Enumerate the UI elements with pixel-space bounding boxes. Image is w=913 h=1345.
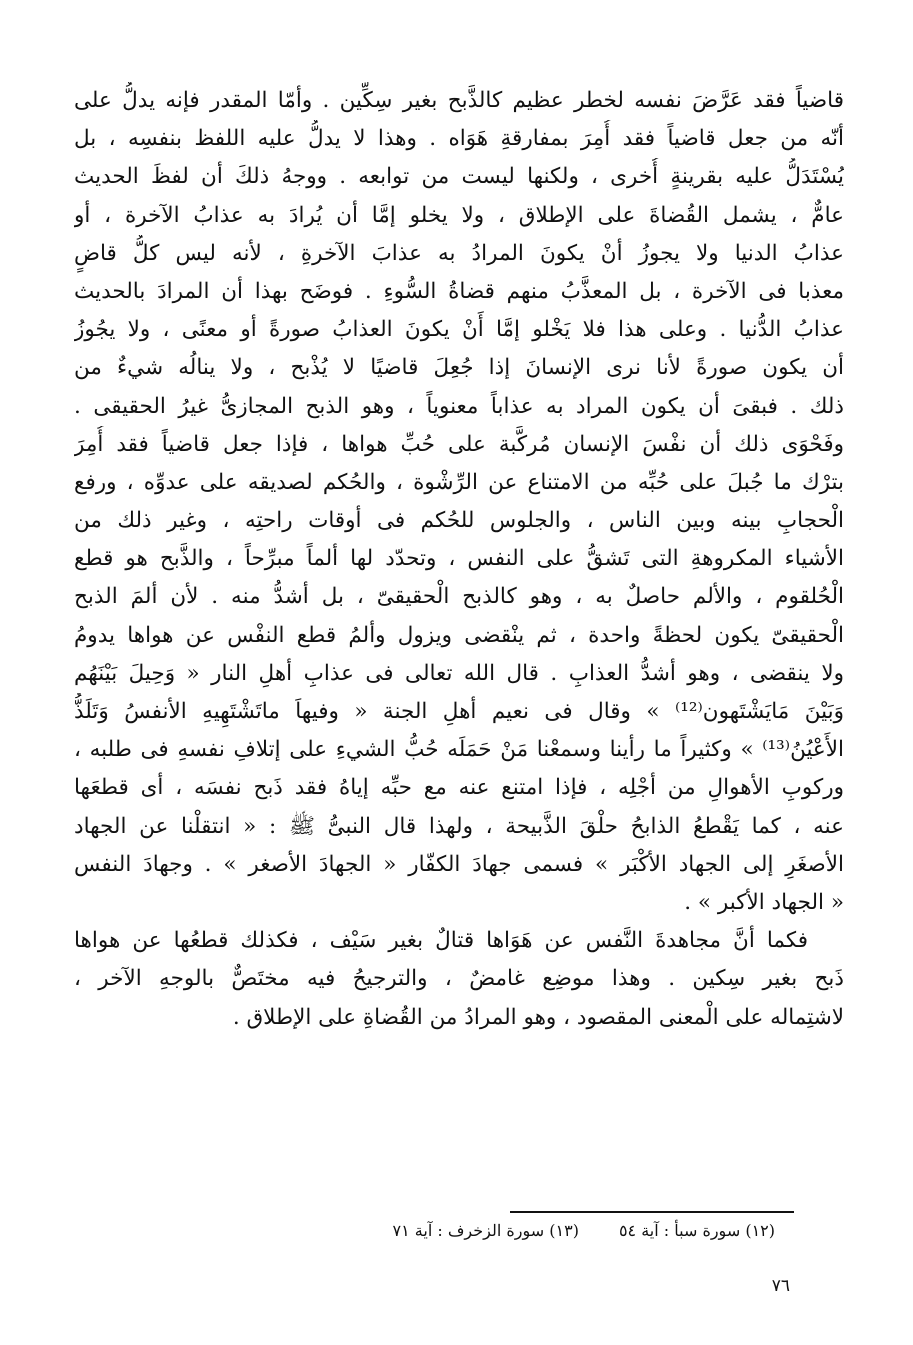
text-line: يُسْتَدَلُّ عليه بقرينةٍ أُخرى ، ولكنها ليست من توابعه . ووجهُ ذلكَ أن لفظَ الحديث: [74, 164, 844, 190]
text-line: الْحقيقىّ يكون لحظةً واحدة ، ثم ينْقضى ويزول وألمُ قطع النفْس عن هواها يدومُ: [74, 622, 844, 648]
text-line: وَبَيْنَ مَايَشْتَهون⁽¹²⁾ » وقال فى نعيم أهلِ الجنة « وفيهاَ ماتَشْتَهِيهِ الأنفسُ وَتَلَذُّ: [74, 699, 844, 724]
text-line: عذابُ الدُّنيا . وعلى هذا فلا يَخْلو إمَّا أَنْ يكونَ العذابُ صورةً أو معنًى ، ولا يجُوزُ: [74, 317, 844, 343]
footnote-separator: [510, 1211, 794, 1213]
text-line: معذبا فى الآخرة ، بل المعذَّبُ منهم قضاةُ السُّوءِ . فوضَح بهذا أن المرادَ بالحديث: [74, 278, 844, 304]
footnote-12: (١٢) سورة سبأ : آية ٥٤: [618, 1221, 775, 1240]
text-line: فكما أنَّ مجاهدةَ النَّفس عن هَوَاها قتالٌ بغير سَيْف ، فكذلك قطعُها عن هواها: [74, 928, 808, 954]
text-line: ذلك . فبقىَ أن يكون المراد به عذاباً معنوياً ، وهو الذبح المجازىُّ غيرُ الحقيقى .: [74, 393, 844, 419]
text-line: الأصغَرِ إلى الجهاد الأكْبَر » فسمى جهادَ الكفّار « الجهادَ الأصغر » . وجهادَ النفس: [74, 851, 844, 877]
text-line: عنه ، كما يَقْطعُ الذابحُ حلْقَ الذَّبيحة ، ولهذا قال النبىُّ ﷺ : « انتقلْنا عن الجهاد: [74, 813, 844, 839]
text-line: الْحجابِ بينه وبين الناس ، والجلوس للحُكم فى أوقات راحتِه ، وغير ذلك من: [74, 508, 844, 534]
text-line: عذابُ الدنيا ولا يجوزُ أنْ يكونَ المرادُ به عذابَ الآخرةِ ، لأنه ليس كلُّ قاضٍ: [74, 240, 844, 266]
text-line: « الجهاد الأكبر » .: [684, 889, 844, 915]
body-text: [74, 82, 844, 1037]
page-number: ٧٦: [771, 1276, 790, 1296]
text-line: وفَحْوَى ذلك أن نفْسَ الإنسان مُركَّبة على حُبِّ هواها ، فإذا جعل قاضياً فقد أُمِرَ: [74, 431, 844, 457]
text-line: أن يكون صورةً لأنا نرى الإنسانَ إذا جُعِلَ قاضيًا لا يُذْبح ، ولا ينالُه شيءٌ من: [74, 355, 844, 381]
text-line: أنّه من جعل قاضياً فقد أُمِرَ بمفارقةِ هَوَاه . وهذا لا يدلُّ عليه اللفظ بنفسِه ، بل: [74, 126, 844, 152]
text-line: الأَعْيُنُ⁽¹³⁾ » وكثيراً ما رأينا وسمعْنا مَنْ حَمَلَه حُبُّ الشيءِ على إتلافِ نفسهِ فى طلبه ،: [74, 737, 844, 763]
text-line: الْحُلقوم ، والألم حاصلٌ به ، وهو كالذبح الْحقيقىّ ، بل أشدُّ منه . لأن ألمَ الذبح: [74, 584, 844, 610]
text-line: عامٌّ ، يشمل القُضاةَ على الإطلاق ، ولا يخلو إمَّا أن يُرادَ به عذابُ الآخرة ، أو: [74, 202, 844, 228]
text-line: وركوبِ الأهوالِ من أجْلِه ، فإذا امتنع عنه مع حبِّه إياهُ فقد ذَبح نفسَه ، أى قطعَها: [74, 775, 844, 801]
text-line: قاضياً فقد عَرَّضَ نفسه لخطر عظيم كالذَّبح بغير سِكِّين . وأمّا المقدر فإنه يدلُّ على: [74, 88, 844, 113]
text-line: لاشتِماله على الْمعنى المقصود ، وهو المرادُ من القُضاةِ على الإطلاق .: [232, 1004, 844, 1030]
text-line: ذَبح بغير سِكين . وهذا موضِع غامضٌ ، والترجيحُ فيه مختَصٌّ بالوجهِ الآخر ،: [74, 966, 844, 992]
text-line: الأشياء المكروهةِ التى تَشقُّ على النفس ، وتحدّد لها ألماً مبرِّحاً ، والذَّبح هو قطع: [74, 546, 844, 572]
footnotes: [255, 1218, 775, 1244]
text-line: بترْك ما جُبلَ على حُبِّه من الامتناع عن الرِّشْوة ، والحُكم لصديقه على عدوِّه ، ورفع: [74, 469, 844, 495]
footnote-13: (١٣) سورة الزخرف : آية ٧١: [392, 1221, 579, 1240]
text-line: ولا ينقضى ، وهو أشدُّ العذابِ . قال الله تعالى فى عذابِ أهلِ النار « وَحِيلَ بَيْنَهُم: [74, 660, 844, 686]
